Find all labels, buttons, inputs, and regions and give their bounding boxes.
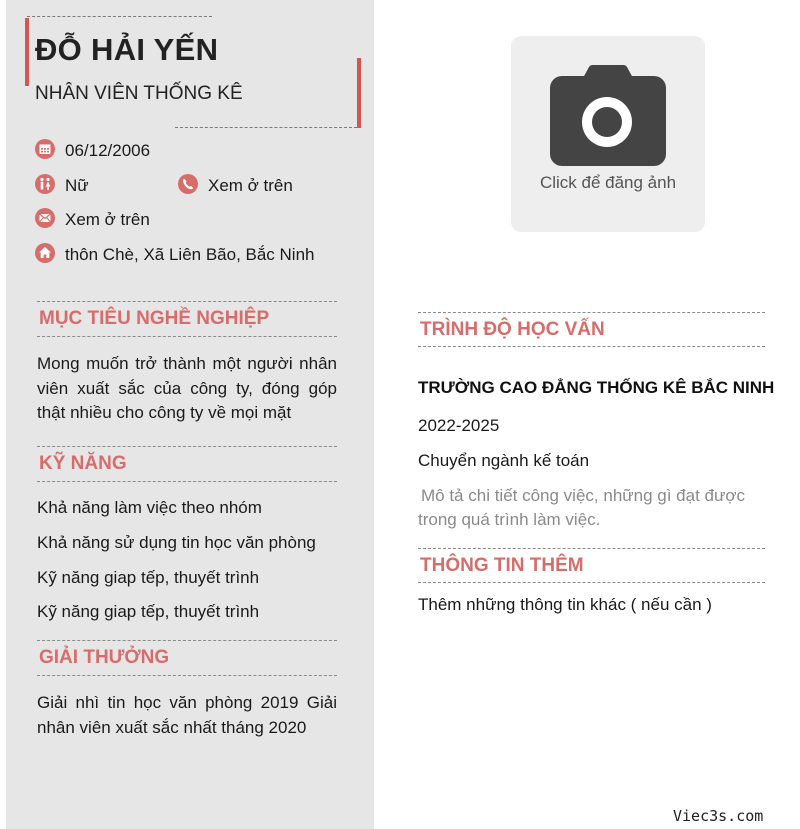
skills-title[interactable]: KỸ NĂNG — [39, 453, 127, 474]
skills-divider-top — [37, 446, 337, 447]
phone-value[interactable]: Xem ở trên — [208, 176, 293, 195]
email-icon — [35, 208, 55, 228]
school-name[interactable]: TRƯỜNG CAO ĐẲNG THỐNG KÊ BẮC NINH — [418, 378, 775, 397]
job-position[interactable]: NHÂN VIÊN THỐNG KÊ — [35, 83, 243, 104]
extra-text[interactable]: Thêm những thông tin khác ( nếu cần ) — [418, 595, 712, 614]
header-accent-bar-left — [25, 18, 29, 86]
email-value[interactable]: Xem ở trên — [65, 210, 150, 229]
skill-item[interactable]: Kỹ năng giap tếp, thuyết trình — [37, 602, 260, 621]
extra-title[interactable]: THÔNG TIN THÊM — [420, 555, 584, 576]
skill-item[interactable]: Kỹ năng giap tếp, thuyết trình — [37, 568, 260, 587]
camera-icon — [549, 64, 667, 168]
header-bottom-divider — [175, 127, 357, 128]
skill-item[interactable]: Khả năng sử dụng tin học văn phòng — [37, 533, 316, 552]
education-divider-bottom — [418, 346, 765, 347]
extra-divider-bottom — [418, 582, 765, 583]
skills-divider-bottom — [37, 481, 337, 482]
footer-brand: Viec3s.com — [673, 807, 764, 825]
gender-icon — [35, 174, 55, 194]
extra-divider-top — [418, 548, 765, 549]
calendar-icon — [35, 139, 55, 159]
education-title[interactable]: TRÌNH ĐỘ HỌC VẤN — [420, 319, 605, 340]
photo-upload-label: Click để đăng ảnh — [539, 173, 677, 192]
education-divider-top — [418, 312, 765, 313]
education-period[interactable]: 2022-2025 — [418, 416, 500, 435]
objective-divider-bottom — [37, 336, 337, 337]
photo-upload[interactable] — [511, 36, 705, 232]
gender-value[interactable]: Nữ — [65, 176, 89, 195]
awards-text[interactable]: Giải nhì tin học văn phòng 2019 Giải nhân viên xuất sắc nhất tháng 2020 — [37, 693, 337, 737]
home-icon — [35, 243, 55, 263]
header-accent-bar-right — [357, 58, 361, 128]
birthday-value[interactable]: 06/12/2006 — [65, 141, 151, 160]
education-major[interactable]: Chuyển ngành kế toán — [418, 451, 590, 470]
awards-divider-bottom — [37, 675, 337, 676]
awards-divider-top — [37, 640, 337, 641]
objective-title[interactable]: MỤC TIÊU NGHỀ NGHIỆP — [39, 308, 270, 329]
awards-title[interactable]: GIẢI THƯỞNG — [39, 647, 170, 668]
header-top-divider — [27, 16, 212, 17]
full-name[interactable]: ĐỖ HẢI YẾN — [35, 32, 219, 67]
skill-item[interactable]: Khả năng làm việc theo nhóm — [37, 498, 262, 517]
objective-divider-top — [37, 301, 337, 302]
education-description[interactable]: Mô tả chi tiết công việc, những gì đạt được trong quá trình làm việc. — [418, 486, 746, 529]
objective-text[interactable]: Mong muốn trở thành một người nhân viên xuất sắc của công ty, đóng góp thật nhiều cho công ty về mọi mặt — [37, 354, 337, 422]
phone-icon — [178, 174, 198, 194]
address-value[interactable]: thôn Chè, Xã Liên Bão, Bắc Ninh — [65, 245, 315, 264]
